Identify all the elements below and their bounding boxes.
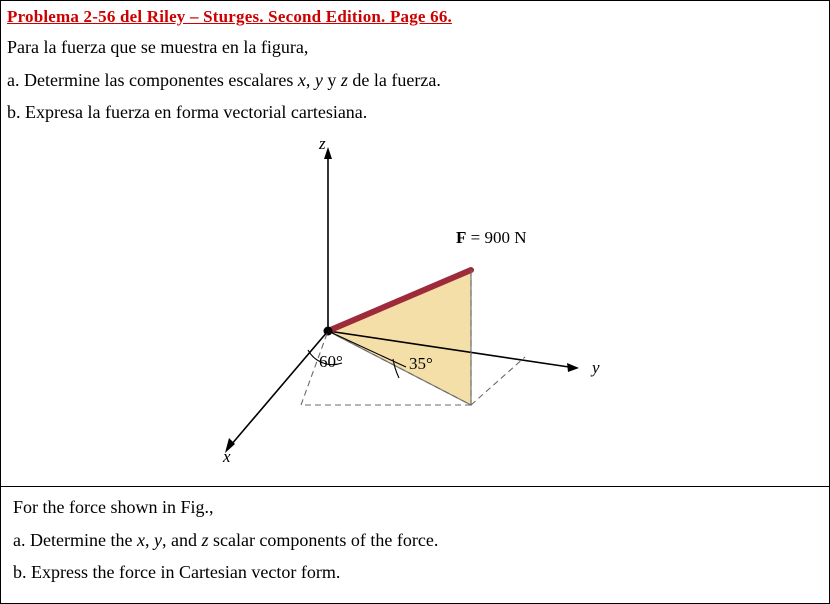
z-axis-label: z (319, 135, 326, 154)
english-item-a-z: z (201, 529, 209, 550)
spanish-item-a-z: z (340, 69, 348, 90)
spanish-item-a-sep2: y (322, 69, 341, 90)
angle-60-label: 60° (319, 352, 343, 372)
spanish-item-a-post: de la fuerza. (347, 69, 441, 90)
spanish-intro: Para la fuerza que se muestra en la figura, (7, 37, 309, 57)
force-label (456, 228, 527, 247)
section-divider (1, 486, 829, 487)
english-item-a-sep1: , (144, 529, 154, 550)
angle-35-label: 35° (409, 354, 433, 374)
spanish-problem-block (7, 37, 829, 123)
force-symbol: F (456, 228, 467, 248)
spanish-item-b: b. Expresa la fuerza en forma vectorial cartesiana. (7, 102, 368, 123)
shaded-plane (328, 270, 471, 405)
english-item-a-sep2: , and (161, 529, 202, 550)
figure-container (1, 135, 830, 465)
y-axis-arrowhead (567, 363, 579, 372)
english-item-a-x: x (136, 529, 145, 550)
spanish-item-a-x: x (297, 69, 306, 90)
english-item-a-post: scalar components of the force. (208, 529, 439, 550)
spanish-item-a-sep1: , (305, 69, 315, 90)
y-axis-label: y (592, 358, 600, 378)
x-axis-label: x (223, 447, 231, 466)
force-diagram (1, 135, 830, 465)
page-title: Problema 2-56 del Riley – Sturges. Second Edition. Page 66. (7, 7, 452, 26)
english-item-a (13, 530, 823, 551)
spanish-item-a-pre: a. Determine las componentes escalares (7, 69, 298, 90)
force-value: = 900 N (466, 228, 527, 248)
english-item-a-pre: a. Determine the (13, 529, 137, 550)
spanish-item-a (7, 70, 829, 91)
english-item-b: b. Express the force in Cartesian vector form. (13, 562, 341, 583)
x-axis-line (231, 331, 328, 445)
english-intro: For the force shown in Fig., (13, 497, 214, 517)
spanish-item-a-y: y (314, 69, 323, 90)
y-projection-dashed (471, 357, 525, 405)
english-problem-block (13, 497, 823, 595)
english-item-a-y: y (153, 529, 162, 550)
